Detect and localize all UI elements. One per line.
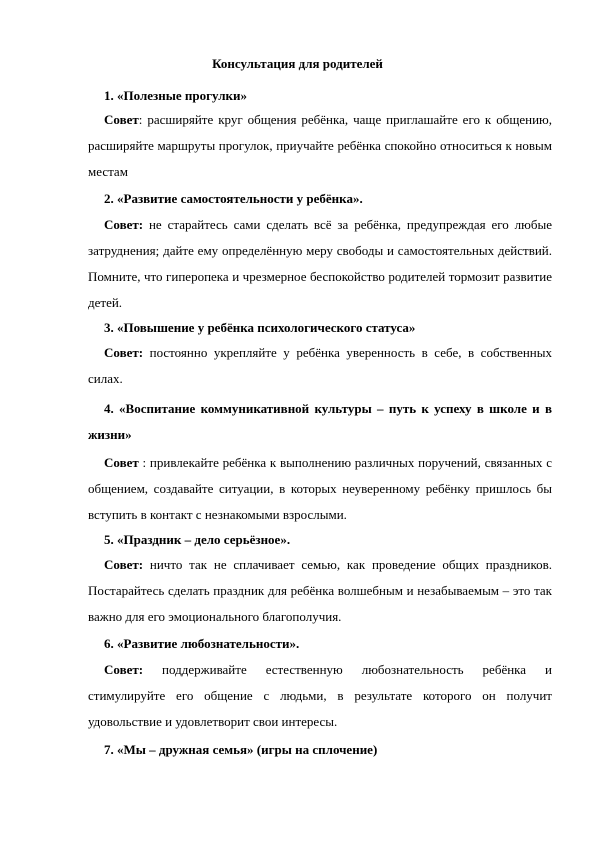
section-1-advice: [88, 107, 552, 185]
section-6-heading: 6. «Развитие любознательности».: [104, 636, 300, 651]
section-1-advice-label: Совет: [104, 112, 139, 127]
section-2-advice-label: Совет:: [104, 217, 144, 232]
section-3-advice: [88, 340, 552, 392]
section-6-advice-text: поддерживайте естественную любознательность ребёнка и стимулируйте его общение с людьми, в результате которого он получит удовольствие и удовлетворит свои интересы.: [88, 662, 552, 729]
section-4-advice: [88, 450, 552, 528]
section-2-advice-text: не старайтесь сами сделать всё за ребёнка, предупреждая его любые затруднения; дайте ему определённую меру свободы и самостоятельных действий. Помните, что гиперопека и чрезмерное беспокойство родителей тормозит развитие детей.: [88, 217, 552, 310]
section-6-advice-label: Совет:: [104, 662, 144, 677]
section-4-heading: 4. «Воспитание коммуникативной культуры – путь к успеху в школе и в жизни»: [88, 401, 552, 442]
section-4-advice-text: : привлекайте ребёнка к выполнению различных поручений, связанных с общением, создавайте ситуации, в которых неуверенному ребёнку пришлось бы вступить в контакт с незнакомыми взрослыми.: [88, 455, 552, 522]
section-6-advice: [88, 657, 552, 735]
section-3-heading: 3. «Повышение у ребёнка психологического статуса»: [104, 320, 416, 335]
section-3-advice-text: постоянно укрепляйте у ребёнка уверенность в себе, в собственных силах.: [88, 345, 552, 386]
section-7-heading: 7. «Мы – дружная семья» (игры на сплочение): [104, 742, 378, 757]
document-title: Консультация для родителей: [212, 56, 383, 71]
section-5-advice-label: Совет:: [104, 557, 144, 572]
section-2-advice: [88, 212, 552, 316]
section-1-heading: 1. «Полезные прогулки»: [104, 88, 247, 103]
section-5-advice-text: ничто так не сплачивает семью, как проведение общих праздников. Постарайтесь сделать праздник для ребёнка волшебным и незабываемым – это так важно для его эмоционального благополучия.: [88, 557, 552, 624]
section-5-heading: 5. «Праздник – дело серьёзное».: [104, 532, 291, 547]
section-2-heading: 2. «Развитие самостоятельности у ребёнка».: [104, 191, 363, 206]
section-3-advice-label: Совет:: [104, 345, 144, 360]
section-4-advice-label: Совет: [104, 455, 139, 470]
section-1-advice-text: : расширяйте круг общения ребёнка, чаще приглашайте его к общению, расширяйте маршруты прогулок, приучайте ребёнка спокойно относиться к новым местам: [88, 112, 552, 179]
section-5-advice: [88, 552, 552, 630]
